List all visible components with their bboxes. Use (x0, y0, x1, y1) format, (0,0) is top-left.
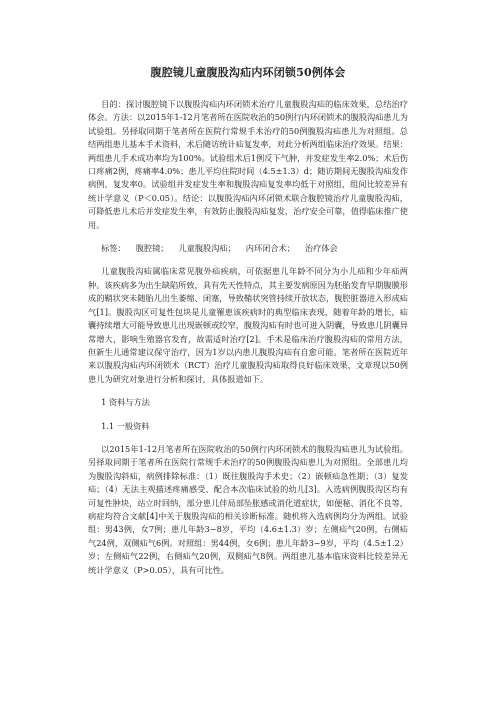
subsection-heading: 1.1 一般资料 (101, 420, 150, 431)
section-heading: 1 资料与方法 (101, 397, 150, 408)
paper-title: 腹腔镜儿童腹股沟疝内环闭锁50例体会 (150, 66, 346, 79)
keyword-item: 腹腔镜； (135, 243, 169, 254)
keywords-line (88, 242, 408, 255)
keyword-item: 儿童腹股沟疝； (178, 243, 236, 254)
keyword-item: 内环闭合术； (245, 243, 295, 254)
keyword-item: 治疗体会 (304, 243, 338, 254)
intro-paragraph: 儿童腹股沟疝属临床常见腹外疝疾病，可依据患儿年龄不同分为小儿疝和少年疝两种。该疾病多为出生缺陷所致，具有先天性特点，其主要发病原因为胚胎发育早期腹膜形成的鞘状突未随胎儿出生萎缩、闭塞，导致鞘状突管持续开放状态，腹腔脏器进入形成疝气[1]。腹股沟区可复性包块是儿童罹患该疾病时的典型临床表现，随着年龄的增长，疝囊持续增大可能导致患儿出现嵌顿或绞窄，腹股沟疝有时也可进入阴囊，导致患儿阴囊异常增大，影响生殖器官发育，故需适时治疗[2]。手术是临床治疗腹股沟疝的常用方法，但新生儿通常建议保守治疗，因为1岁以内患儿腹股沟疝有自愈可能。笔者所在医院近年来以腹股沟疝内环闭锁术（RCT）治疗儿童腹股沟疝取得良好临床效果，文章现以50例患儿为研究对象进行分析和探讨，具体报道如下。 (88, 266, 408, 384)
general-data-paragraph: 以2015年1-12月笔者所在医院收治的50例行内环闭锁术的腹股沟疝患儿为试验组。另择取同期于笔者所在医院行常规手术治疗的50例腹股沟疝患儿为对照组。全部患儿均为腹股沟斜疝，病例排除标准：（1）既往腹股沟手术史；（2）嵌顿疝急性期；（3）复发疝；（4）无法主观描述疼痛感受、配合本次临床试验的幼儿[3]。入选病例腹股沟区均有可复性肿块，站立时回纳，部分患儿伴局部坠胀感或消化道症状，如便秘、消化不良等，病症均符合文献[4]中关于腹股沟疝的相关诊断标准。随机将入选病例均分为两组。试验组：男43例，女7例；患儿年龄3~8岁，平均（4.6±1.3）岁；左侧疝气20例，右侧疝气24例，双侧疝气6例。对照组：男44例，女6例；患儿年龄3~9岁，平均（4.5±1.2）岁；左侧疝气22例，右侧疝气20例，双侧疝气8例。两组患儿基本临床资料比较差异无统计学意义（P>0.05），具有可比性。 (88, 443, 408, 575)
keywords-label: 标签： (101, 243, 126, 254)
abstract-paragraph: 目的：探讨腹腔镜下以腹股沟疝内环闭锁术治疗儿童腹股沟疝的临床效果，总结治疗体会。方法：以2015年1-12月笔者所在医院收治的50例行内环闭锁术的腹股沟疝患儿为试验组。另择取同期于笔者所在医院行常规手术治疗的50例腹股沟疝患儿为对照组。总结两组患儿基本手术资料，术后随访统计疝复发率，对此分析两组临床治疗效果。结果：两组患儿手术成功率均为100%。试验组术后1例反下气肿，并发症发生率2.0%；术后伤口疼痛2例，疼痛率4.0%；患儿平均住院时间（4.5±1.3）d；随访期间无腹股沟疝发作病例，复发率0。试验组并发症发生率和腹股沟疝复发率均低于对照组，组间比较差异有统计学意义（P＜0.05）。结论：以腹股沟疝内环闭锁术联合腹腔镜治疗儿童腹股沟疝，可降低患儿术后并发症发生率，有效防止腹股沟疝复发，治疗安全可靠，值得临床推广使用。 (88, 99, 408, 230)
